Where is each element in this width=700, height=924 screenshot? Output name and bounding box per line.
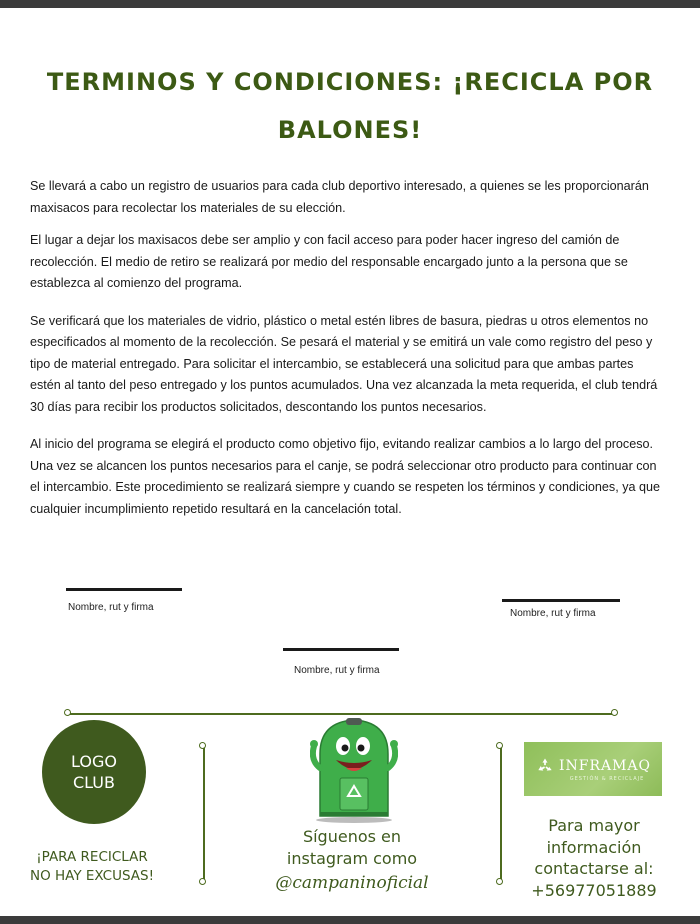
footer-divider	[68, 713, 616, 715]
signature-line-left	[66, 588, 182, 591]
contact-line3: contactarse al:	[534, 859, 654, 878]
signature-line-center	[283, 648, 399, 651]
signature-label-right: Nombre, rut y firma	[510, 608, 596, 619]
inframaq-logo	[524, 742, 662, 796]
vertical-divider-right	[500, 747, 502, 881]
slogan-line1: ¡PARA RECICLAR	[36, 849, 148, 865]
slogan-line2: NO HAY EXCUSAS!	[29, 868, 155, 884]
instagram-handle[interactable]: @campaninoficial	[275, 873, 429, 893]
signature-label-left: Nombre, rut y firma	[68, 602, 154, 613]
vdot-right-bottom	[496, 878, 503, 885]
signature-label-center: Nombre, rut y firma	[294, 665, 380, 676]
vertical-divider-left	[203, 747, 205, 881]
page-title: TERMINOS Y CONDICIONES: ¡RECICLA POR BALONES!	[46, 68, 654, 144]
brand-name: INFRAMAQ	[558, 758, 652, 774]
slogan	[12, 848, 172, 886]
vdot-left-bottom	[199, 878, 206, 885]
paragraph-location: El lugar a dejar los maxisacos debe ser amplio y con facil acceso para poder hacer ingreso del camión de recolección. El medio de retiro se realizará por medio del responsable encargado junto a la persona que se establezca al comienzo del programa.	[30, 233, 628, 290]
paragraph-verification: Se verificará que los materiales de vidrio, plástico o metal estén libres de basura, piedras u otros elementos no especificados al momento de la recolección. Se pesará el material y se emitirá un vale como registro del peso y tipo de material entregado. Para solicitar el intercambio, se establecerá una solicitud para que ambas partes estén al tanto del peso entregado y los puntos acumulados. Una vez alcanzada la meta requerida, el club tendrá 30 días para recibir los productos solicitados, descontando los puntos necesarios.	[30, 313, 658, 414]
social-follow	[262, 826, 442, 870]
signature-line-right	[502, 599, 620, 602]
terms-body	[30, 176, 662, 531]
brand-row	[535, 756, 651, 776]
logo-club-line1: LOGO	[71, 752, 117, 771]
paragraph-product: Al inicio del programa se elegirá el producto como objetivo fijo, evitando realizar cambios a lo largo del proceso. Una vez se alcancen los puntos necesarios para el canje, se podrá seleccionar otro producto para continuar con el intercambio. Este procedimiento se realizará siempre y cuando se respeten los términos y condiciones, ya que cualquier incumplimiento repetido resultará en la cancelación total.	[30, 437, 661, 516]
vdot-right-top	[496, 742, 503, 749]
contact-phone[interactable]: +56977051889	[531, 880, 657, 900]
brand-tagline: GESTIÓN & RECICLAJE	[569, 776, 645, 782]
social-line2: instagram como	[286, 849, 418, 868]
contact-info	[512, 815, 676, 901]
logo-club-line2: CLUB	[73, 773, 115, 792]
logo-club	[42, 720, 146, 824]
top-border	[0, 0, 700, 8]
social-line1: Síguenos en	[302, 827, 402, 846]
contact-line1: Para mayor	[548, 816, 640, 835]
divider-dot-right	[611, 709, 618, 716]
mascot-recycling-bin-icon	[310, 716, 398, 824]
paragraph-registration: Se llevará a cabo un registro de usuarios para cada club deportivo interesado, a quienes se les proporcionarán maxisacos para recolectar los materiales de su elección.	[30, 179, 649, 215]
contact-line2: información	[546, 837, 642, 857]
divider-dot-left	[64, 709, 71, 716]
recycle-icon	[535, 756, 555, 776]
bottom-border	[0, 916, 700, 924]
vdot-left-top	[199, 742, 206, 749]
